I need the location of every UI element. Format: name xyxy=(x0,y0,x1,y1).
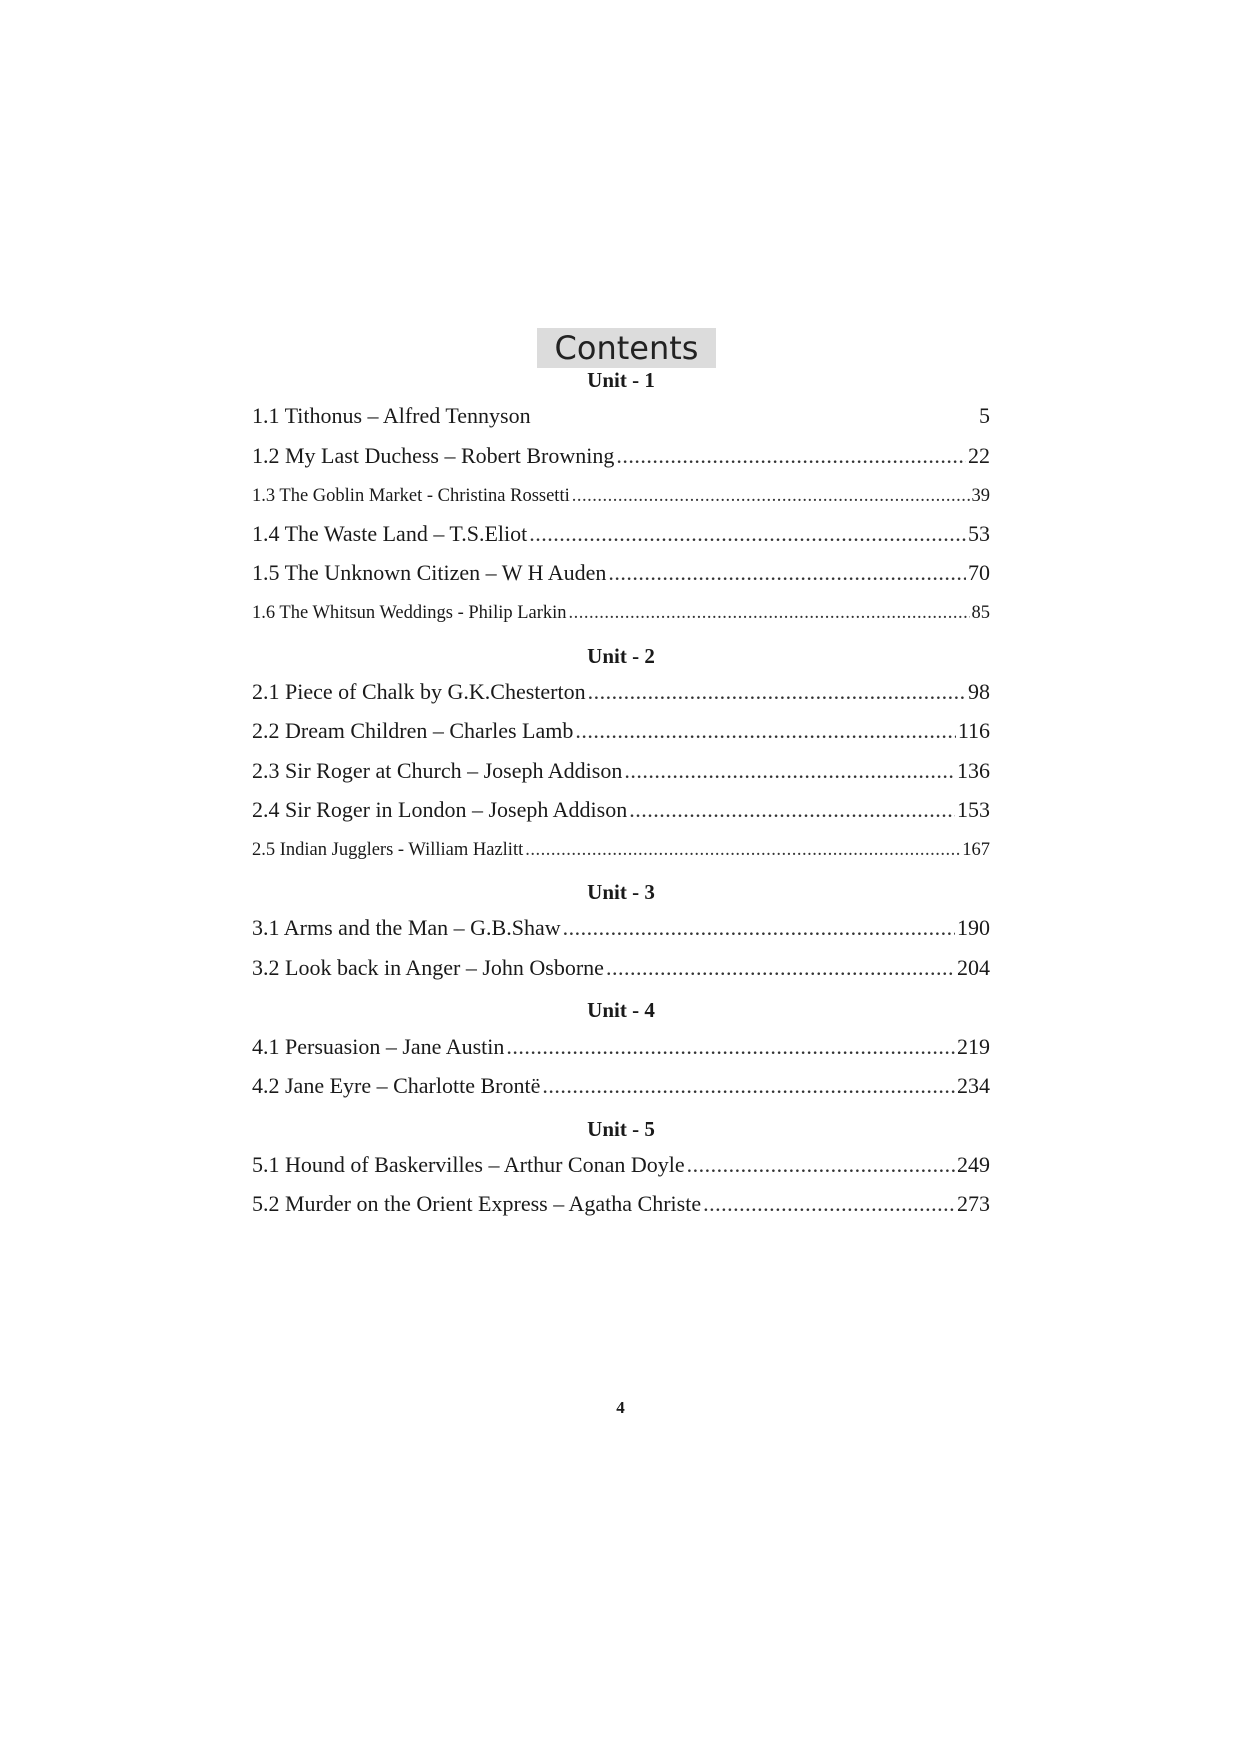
toc-entry[interactable] xyxy=(252,599,990,627)
toc-entry-leader xyxy=(687,1151,955,1179)
toc-entry[interactable] xyxy=(252,482,990,510)
toc-entry-page: 22 xyxy=(968,443,990,468)
toc-entry[interactable] xyxy=(252,1033,990,1061)
toc-entry[interactable] xyxy=(252,678,990,706)
unit-heading: Unit - 4 xyxy=(587,998,655,1022)
toc-entry-title: 1.1 Tithonus – Alfred Tennyson xyxy=(252,403,531,428)
toc-entry[interactable] xyxy=(252,914,990,942)
toc-entry-title: 3.1 Arms and the Man – G.B.Shaw xyxy=(252,915,561,940)
toc-entry-page: 53 xyxy=(968,521,990,546)
toc-entry-title: 1.4 The Waste Land – T.S.Eliot xyxy=(252,521,528,546)
unit-heading: Unit - 1 xyxy=(587,368,655,392)
toc-entry[interactable] xyxy=(252,796,990,824)
toc-entry-leader xyxy=(608,559,966,587)
unit-heading: Unit - 5 xyxy=(587,1117,655,1141)
toc-entry-title: 2.5 Indian Jugglers - William Hazlitt xyxy=(252,840,524,860)
unit-heading: Unit - 2 xyxy=(587,644,655,668)
toc-entry-title: 4.1 Persuasion – Jane Austin xyxy=(252,1034,505,1059)
toc-entry-title: 4.2 Jane Eyre – Charlotte Brontë xyxy=(252,1073,541,1098)
toc-entry-leader xyxy=(575,717,955,745)
toc-entry-leader xyxy=(572,482,970,510)
toc-entry-page: 85 xyxy=(971,603,990,623)
toc-entry[interactable] xyxy=(252,1190,990,1218)
toc-entry-title: 2.3 Sir Roger at Church – Joseph Addison xyxy=(252,758,623,783)
toc-entry-page: 39 xyxy=(971,486,990,506)
toc-entry-page: 98 xyxy=(968,679,990,704)
toc-entry[interactable] xyxy=(252,559,990,587)
toc-entry-title: 2.1 Piece of Chalk by G.K.Chesterton xyxy=(252,679,586,704)
toc-entry[interactable] xyxy=(252,954,990,982)
toc-entry-title: 3.2 Look back in Anger – John Osborne xyxy=(252,955,604,980)
toc-entry[interactable] xyxy=(252,1072,990,1100)
toc-entry-title: 1.3 The Goblin Market - Christina Rossetti xyxy=(252,486,570,506)
toc-entry-title: 5.1 Hound of Baskervilles – Arthur Conan Doyle xyxy=(252,1152,685,1177)
toc-entry-leader xyxy=(563,914,955,942)
toc-entry[interactable] xyxy=(252,1151,990,1179)
toc-entry-leader xyxy=(629,796,955,824)
toc-entry-page: 190 xyxy=(957,915,990,940)
toc-entry[interactable] xyxy=(252,442,990,470)
toc-entry[interactable] xyxy=(252,402,990,430)
toc-entry-leader xyxy=(525,836,960,864)
toc-entry-page: 219 xyxy=(957,1034,990,1059)
toc-entry-leader xyxy=(542,1072,955,1100)
toc-entry-page: 234 xyxy=(957,1073,990,1098)
toc-entry-title: 1.6 The Whitsun Weddings - Philip Larkin xyxy=(252,603,567,623)
toc-entry-title: 2.2 Dream Children – Charles Lamb xyxy=(252,718,574,743)
toc-entry-leader xyxy=(606,954,955,982)
contents-title: Contents xyxy=(537,328,717,368)
toc-entry-title: 2.4 Sir Roger in London – Joseph Addison xyxy=(252,797,628,822)
toc-entry-page: 273 xyxy=(957,1191,990,1216)
toc-entry-title: 1.2 My Last Duchess – Robert Browning xyxy=(252,443,615,468)
toc-entry[interactable] xyxy=(252,757,990,785)
toc-entry-page: 70 xyxy=(968,560,990,585)
toc-entry-page: 116 xyxy=(957,718,990,743)
toc-entry[interactable] xyxy=(252,836,990,864)
toc-entry-leader xyxy=(506,1033,955,1061)
toc-entry-page: 204 xyxy=(957,955,990,980)
toc-entry-title: 5.2 Murder on the Orient Express – Agatha Christe xyxy=(252,1191,702,1216)
toc-entry-page: 167 xyxy=(962,840,990,860)
toc-entry-leader xyxy=(616,442,966,470)
toc-entry[interactable] xyxy=(252,717,990,745)
toc-entry[interactable] xyxy=(252,520,990,548)
unit-heading: Unit - 3 xyxy=(587,880,655,904)
toc-entry-leader xyxy=(529,520,966,548)
toc-entry-leader xyxy=(569,599,970,627)
toc-entry-title: 1.5 The Unknown Citizen – W H Auden xyxy=(252,560,607,585)
toc-entry-page: 5 xyxy=(979,403,990,428)
toc-entry-leader xyxy=(588,678,966,706)
title-wrap xyxy=(0,328,1241,368)
page-number: 4 xyxy=(616,1398,625,1417)
toc-entry-leader xyxy=(703,1190,955,1218)
toc-entry-page: 249 xyxy=(957,1152,990,1177)
toc-entry-page: 153 xyxy=(957,797,990,822)
toc-entry-page: 136 xyxy=(957,758,990,783)
toc-entry-leader xyxy=(624,757,955,785)
